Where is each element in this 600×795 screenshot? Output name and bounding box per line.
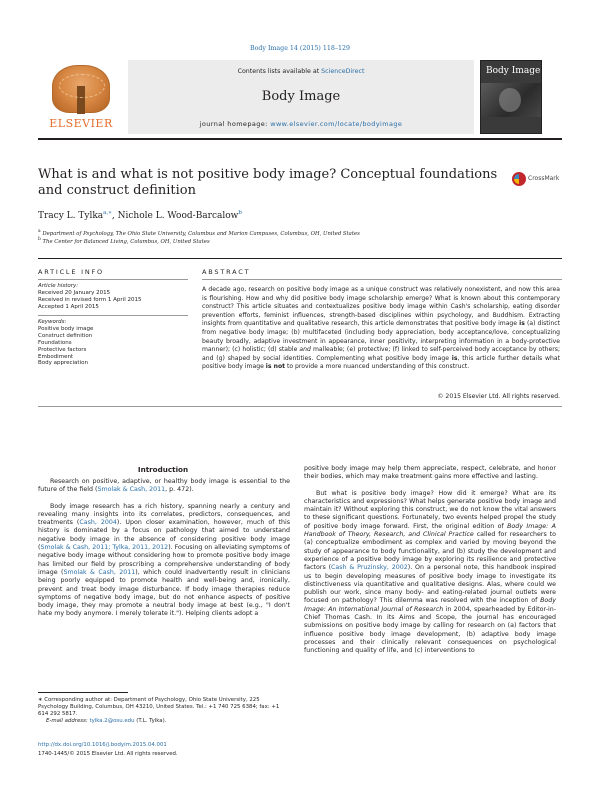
- contents-prefix: Contents lists available at: [237, 68, 322, 75]
- author-affiliation-link[interactable]: b: [238, 210, 242, 216]
- keyword: Positive body image: [38, 325, 94, 332]
- footnote-mark: ∗: [38, 697, 43, 703]
- elsevier-logo[interactable]: [38, 63, 124, 133]
- keywords: [38, 319, 93, 367]
- footnote-text: Corresponding author at: Department of Psychology, Ohio State University, 225 Psychology Building, Columbus, OH 43210, United States. Tel.: +1 740 725 6384; fax: +1 614 292 5817.: [38, 697, 280, 717]
- homepage-prefix: journal homepage:: [199, 120, 271, 128]
- crossmark-label: CrossMark: [528, 175, 560, 182]
- email-suffix: (T.L. Tylka).: [134, 718, 167, 724]
- info-divider: [38, 279, 188, 280]
- sciencedirect-link[interactable]: ScienceDirect: [321, 68, 365, 75]
- abstract-body: A decade ago, research on positive body image as a unique construct was relatively nonexistent, and now this area is flourishing. How and why did positive body image scholarship emerge? What is known about this contemporary construct? This article situates and contextualizes positive body image within Cash's scholarship, eating disorder prevention efforts, feminist influences, strength-based disciplines within psychology, and Buddhism. Extracting insights from quantitative and qualitative research, this article demonstrates that positive body image is (a) distinct from negative body image; (b) multifaceted (including body appreciation, body acceptance/love, conceptualizing beauty broadly, adaptive investment in appearance, inner positivity, interpreting information in a body-protective manner); (c) holistic; (d) stable and malleable; (e) protective; (f) linked to self-perceived body acceptance by others; and (g) shaped by social identities. Complementing what positive body image is, this article further details what positive body image is not to provide a more nuanced understanding of this construct.: [202, 286, 560, 371]
- journal-cover-thumbnail[interactable]: [480, 60, 542, 134]
- article-info-heading: ARTICLE INFO: [38, 268, 104, 276]
- history-item: Accepted 1 April 2015: [38, 303, 99, 310]
- journal-banner: [128, 60, 474, 134]
- abstract-heading: ABSTRACT: [202, 268, 251, 276]
- article-identifiers: [38, 741, 290, 758]
- author-list: [38, 210, 242, 221]
- doi-link[interactable]: http://dx.doi.org/10.1016/j.bodyim.2015.04.001: [38, 742, 167, 748]
- homepage-line: [128, 120, 474, 128]
- email-label: E-mail address:: [46, 718, 90, 724]
- affiliation: [38, 237, 210, 245]
- author-name: Tracy L. Tylka: [38, 211, 104, 221]
- copyright-notice: © 2015 Elsevier Ltd. All rights reserved.: [437, 393, 560, 400]
- affiliation-mark: b: [38, 237, 41, 242]
- cover-image: [481, 83, 541, 117]
- issn-line: 1740-1445/© 2015 Elsevier Ltd. All rights reserved.: [38, 750, 178, 757]
- journal-name: Body Image: [261, 89, 341, 104]
- citation-link[interactable]: Smolak & Cash, 2011; Tylka, 2011, 2012: [40, 544, 169, 552]
- affiliation-mark: a: [38, 229, 41, 234]
- abstract-divider: [202, 279, 562, 280]
- author-affiliation-link[interactable]: a,∗: [103, 210, 112, 216]
- journal-header: [38, 60, 562, 134]
- history-item: Received in revised form 1 April 2015: [38, 296, 142, 303]
- citation-link[interactable]: Cash, 2004: [79, 519, 117, 527]
- body-paragraph: Body image research has a rich history, spanning nearly a century and revealing many insights into its correlates, predictors, consequences, and treatments (Cash, 2004). Upon closer examination, however, much of this history is dominated by a focus on pathology that aimed to understand negative body image in the absence of considering positive body image (Smolak & Cash, 2011; Tylka, 2011, 2012). Focusing on alleviating symptoms of negative body image without considering how to promote positive body image has limited our field by proscribing a comprehensive understanding of body image (Smolak & Cash, 2011), which could inadvertently result in clinicians being poorly equipped to promote health and well-being and, ironically, prevent and treat body image disturbance. If body image therapies reduce symptoms of negative body image, but do not enhance aspects of positive body image, they may promote a neutral body image at best (e.g., "I don't hate my body anymore. I merely tolerate it."). Helping clients adopt a: [38, 502, 291, 618]
- footnote-divider: [38, 692, 128, 693]
- journal-reference[interactable]: Body Image 14 (2015) 118–129: [249, 45, 351, 52]
- history-label: Article history:: [38, 283, 79, 289]
- header-divider: [38, 138, 562, 140]
- citation-link[interactable]: Smolak & Cash, 2011: [97, 486, 166, 494]
- citation-link[interactable]: Cash & Pruzinsky, 2002: [331, 564, 408, 572]
- abstract-end-divider: [38, 406, 562, 407]
- email-link[interactable]: tylka.2@osu.edu: [89, 718, 135, 724]
- author-separator: ,: [111, 211, 118, 221]
- article-history: [38, 283, 141, 311]
- body-column-left: [38, 478, 290, 619]
- section-heading-introduction: Introduction: [137, 465, 189, 474]
- citation-link[interactable]: Smolak & Cash, 2011: [63, 568, 136, 576]
- body-column-right: [304, 465, 556, 656]
- affiliation-text: The Center for Balanced Living, Columbus, OH, United States: [42, 238, 210, 245]
- body-paragraph: positive body image may help them appreciate, respect, celebrate, and honor their bodies, which may make treatment gains more effective and lasting.: [304, 465, 556, 481]
- cover-title: Body Image: [486, 66, 541, 76]
- keyword: Foundations: [38, 339, 72, 346]
- history-item: Received 20 January 2015: [38, 289, 111, 296]
- crossmark-button[interactable]: [512, 172, 560, 188]
- crossmark-icon: [512, 172, 526, 186]
- keyword: Embodiment: [38, 353, 74, 360]
- body-paragraph: Research on positive, adaptive, or healthy body image is essential to the future of the field (Smolak & Cash, 2011, p. 472).: [38, 478, 290, 494]
- section-divider: [38, 258, 562, 259]
- keyword: Construct definition: [38, 332, 93, 339]
- corresponding-author-footnote: [38, 697, 290, 725]
- keywords-label: Keywords:: [38, 319, 67, 325]
- homepage-link[interactable]: www.elsevier.com/locate/bodyimage: [270, 120, 403, 128]
- contents-line: [128, 68, 474, 75]
- body-paragraph: But what is positive body image? How did it emerge? What are its characteristics and expressions? What helps generate positive body image and maintain it? Without exploring this construct, we do not know the vital answers to these significant questions. Fortunately, two events helped propel the study of positive body image forward. First, the original edition of Body Image: A Handbook of Theory, Research, and Clinical Practice called for researchers to (a) conceptualize embodiment as complex and varied by moving beyond the study of appearance to body functionality, and (b) study the development and experience of a positive body image by exploring its resilience and protective factors (Cash & Pruzinsky, 2002). On a personal note, this handbook inspired us to begin developing measures of positive body image to investigate its distinctiveness via quantitative and qualitative designs. Alas, where could we publish our work, since many body- and eating-related journal outlets were focused on pathology? This dilemma was resolved with the inception of Body Image: An International Journal of Research in 2004, spearheaded by Editor-in-Chief Thomas Cash. In its Aims and Scope, the journal has encouraged submissions on positive body image by calling for research on (a) factors that influence positive body image development, (b) adaptive body image processes and their clinically relevant consequences on psychological functioning and quality of life, and (c) interventions to: [304, 489, 557, 655]
- affiliation: [38, 229, 360, 237]
- info-divider: [38, 315, 188, 316]
- affiliation-text: Department of Psychology, The Ohio State University, Columbus and Marion Campuses, Columbus, OH, United States: [42, 230, 360, 237]
- article-title: What is and what is not positive body image? Conceptual foundations and construct definition: [38, 167, 498, 198]
- publisher-name: ELSEVIER: [49, 117, 113, 130]
- elsevier-tree-icon: [52, 65, 110, 113]
- author-name: Nichole L. Wood-Barcalow: [117, 211, 239, 221]
- keyword: Protective factors: [38, 346, 87, 353]
- keyword: Body appreciation: [38, 360, 88, 367]
